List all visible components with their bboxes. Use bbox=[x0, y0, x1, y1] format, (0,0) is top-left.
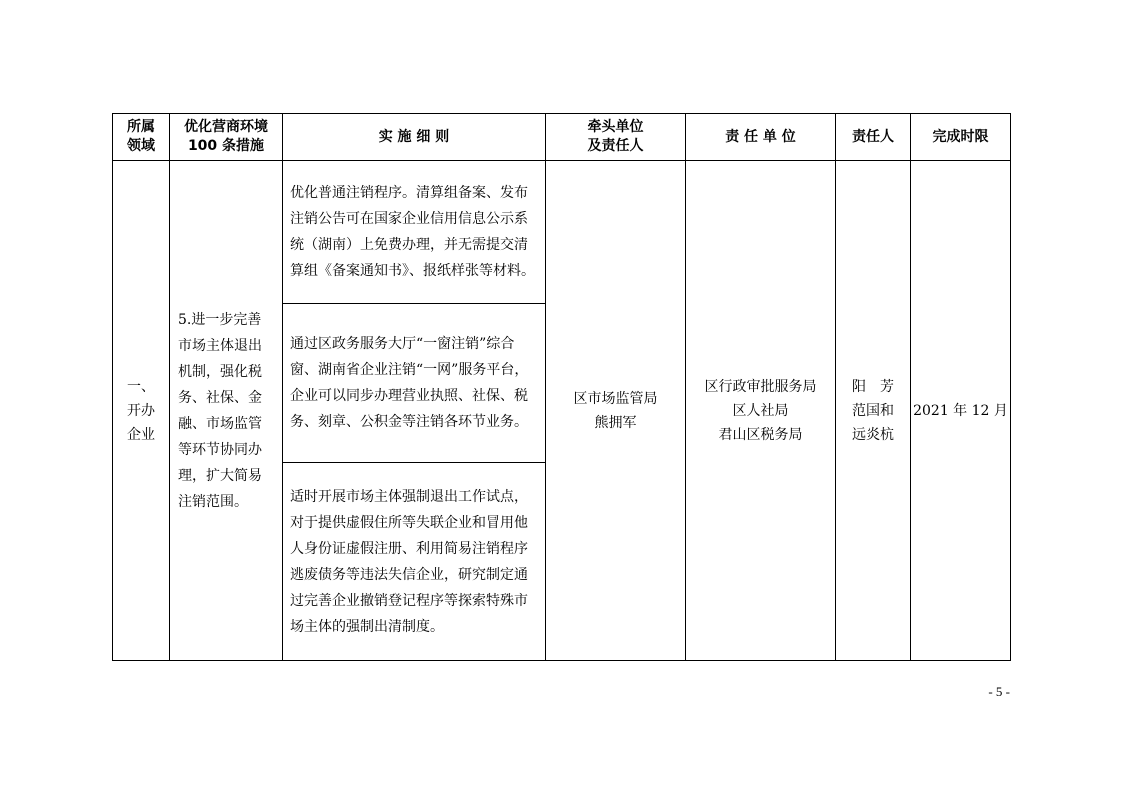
header-measure: 优化营商环境 100 条措施 bbox=[170, 114, 283, 161]
header-rules: 实 施 细 则 bbox=[283, 114, 546, 161]
header-person: 责任人 bbox=[836, 114, 911, 161]
measures-table bbox=[112, 113, 1011, 661]
deadline-cell: 2021 年 12 月 bbox=[911, 161, 1011, 661]
table-row bbox=[113, 161, 1011, 304]
measure-cell: 5.进一步完善市场主体退出机制，强化税务、社保、金融、市场监管等环节协同办理，扩大简易注销范围。 bbox=[170, 161, 283, 661]
header-deadline: 完成时限 bbox=[911, 114, 1011, 161]
rule-cell-2: 通过区政务服务大厅“一窗注销”综合窗、湖南省企业注销“一网”服务平台，企业可以同步办理营业执照、社保、税务、刻章、公积金等注销各环节业务。 bbox=[283, 304, 546, 463]
field-cell: 一、 开办 企业 bbox=[113, 161, 170, 661]
units-cell: 区行政审批服务局 区人社局 君山区税务局 bbox=[686, 161, 836, 661]
header-field: 所属 领域 bbox=[113, 114, 170, 161]
header-units: 责 任 单 位 bbox=[686, 114, 836, 161]
rule-cell-1: 优化普通注销程序。清算组备案、发布注销公告可在国家企业信用信息公示系统（湖南）上免费办理，并无需提交清算组《备案通知书》、报纸样张等材料。 bbox=[283, 161, 546, 304]
rule-cell-3: 适时开展市场主体强制退出工作试点，对于提供虚假住所等失联企业和冒用他人身份证虚假注册、利用简易注销程序逃废债务等违法失信企业，研究制定通过完善企业撤销登记程序等探索特殊市场主体的强制出清制度。 bbox=[283, 463, 546, 661]
page-number: - 5 - bbox=[988, 684, 1010, 699]
header-row bbox=[113, 114, 1011, 161]
lead-cell: 区市场监管局 熊拥军 bbox=[546, 161, 686, 661]
persons-cell: 阳 芳 范国和 远炎杭 bbox=[836, 161, 911, 661]
header-lead: 牵头单位 及责任人 bbox=[546, 114, 686, 161]
